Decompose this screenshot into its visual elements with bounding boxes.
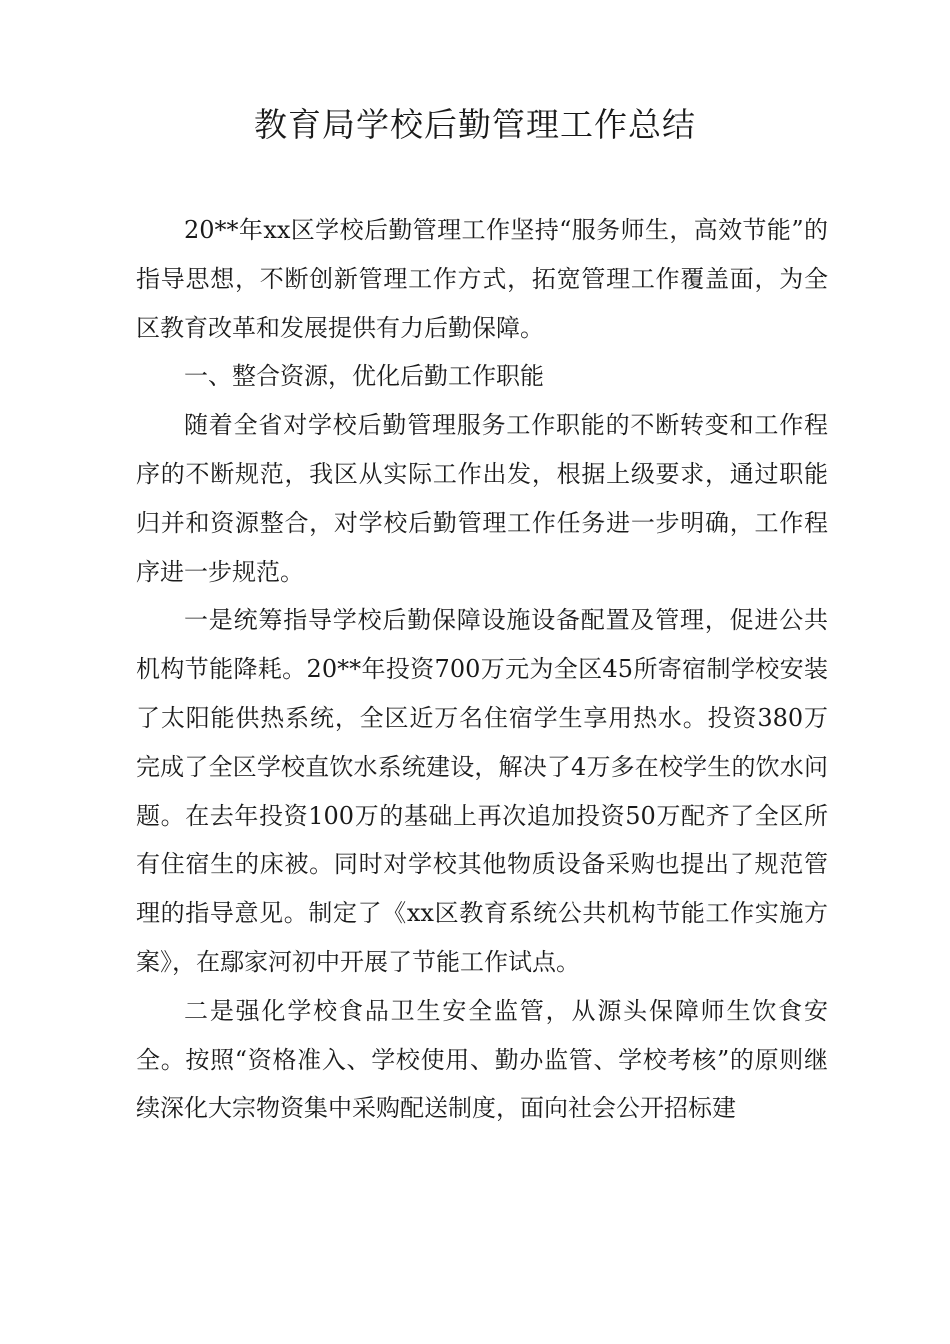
paragraph-section-1: 随着全省对学校后勤管理服务工作职能的不断转变和工作程序的不断规范，我区从实际工作出发，根据上级要求，通过职能归并和资源整合，对学校后勤管理工作任务进一步明确，工作程序进一步规范。 <box>136 411 828 586</box>
paragraph-intro: 20**年xx区学校后勤管理工作坚持“服务师生，高效节能”的指导思想，不断创新管理工作方式，拓宽管理工作覆盖面，为全区教育改革和发展提供有力后勤保障。 <box>136 216 828 342</box>
document-title: 教育局学校后勤管理工作总结 <box>254 105 696 144</box>
document-body <box>136 206 828 1133</box>
paragraph-item-1: 一是统筹指导学校后勤保障设施设备配置及管理，促进公共机构节能降耗。20**年投资700万元为全区45所寄宿制学校安装了太阳能供热系统，全区近万名住宿学生享用热水。投资380万完成了全区学校直饮水系统建设，解决了4万多在校学生的饮水问题。在去年投资100万的基础上再次追加投资50万配齐了全区所有住宿生的床被。同时对学校其他物质设备采购也提出了规范管理的指导意见。制定了《xx区教育系统公共机构节能工作实施方案》，在鄢家河初中开展了节能工作试点。 <box>136 606 828 976</box>
paragraph-item-2: 二是强化学校食品卫生安全监管，从源头保障师生饮食安全。按照“资格准入、学校使用、勤办监管、学校考核”的原则继续深化大宗物资集中采购配送制度，面向社会公开招标建 <box>136 996 828 1123</box>
section-heading-1: 一、整合资源，优化后勤工作职能 <box>184 362 544 391</box>
